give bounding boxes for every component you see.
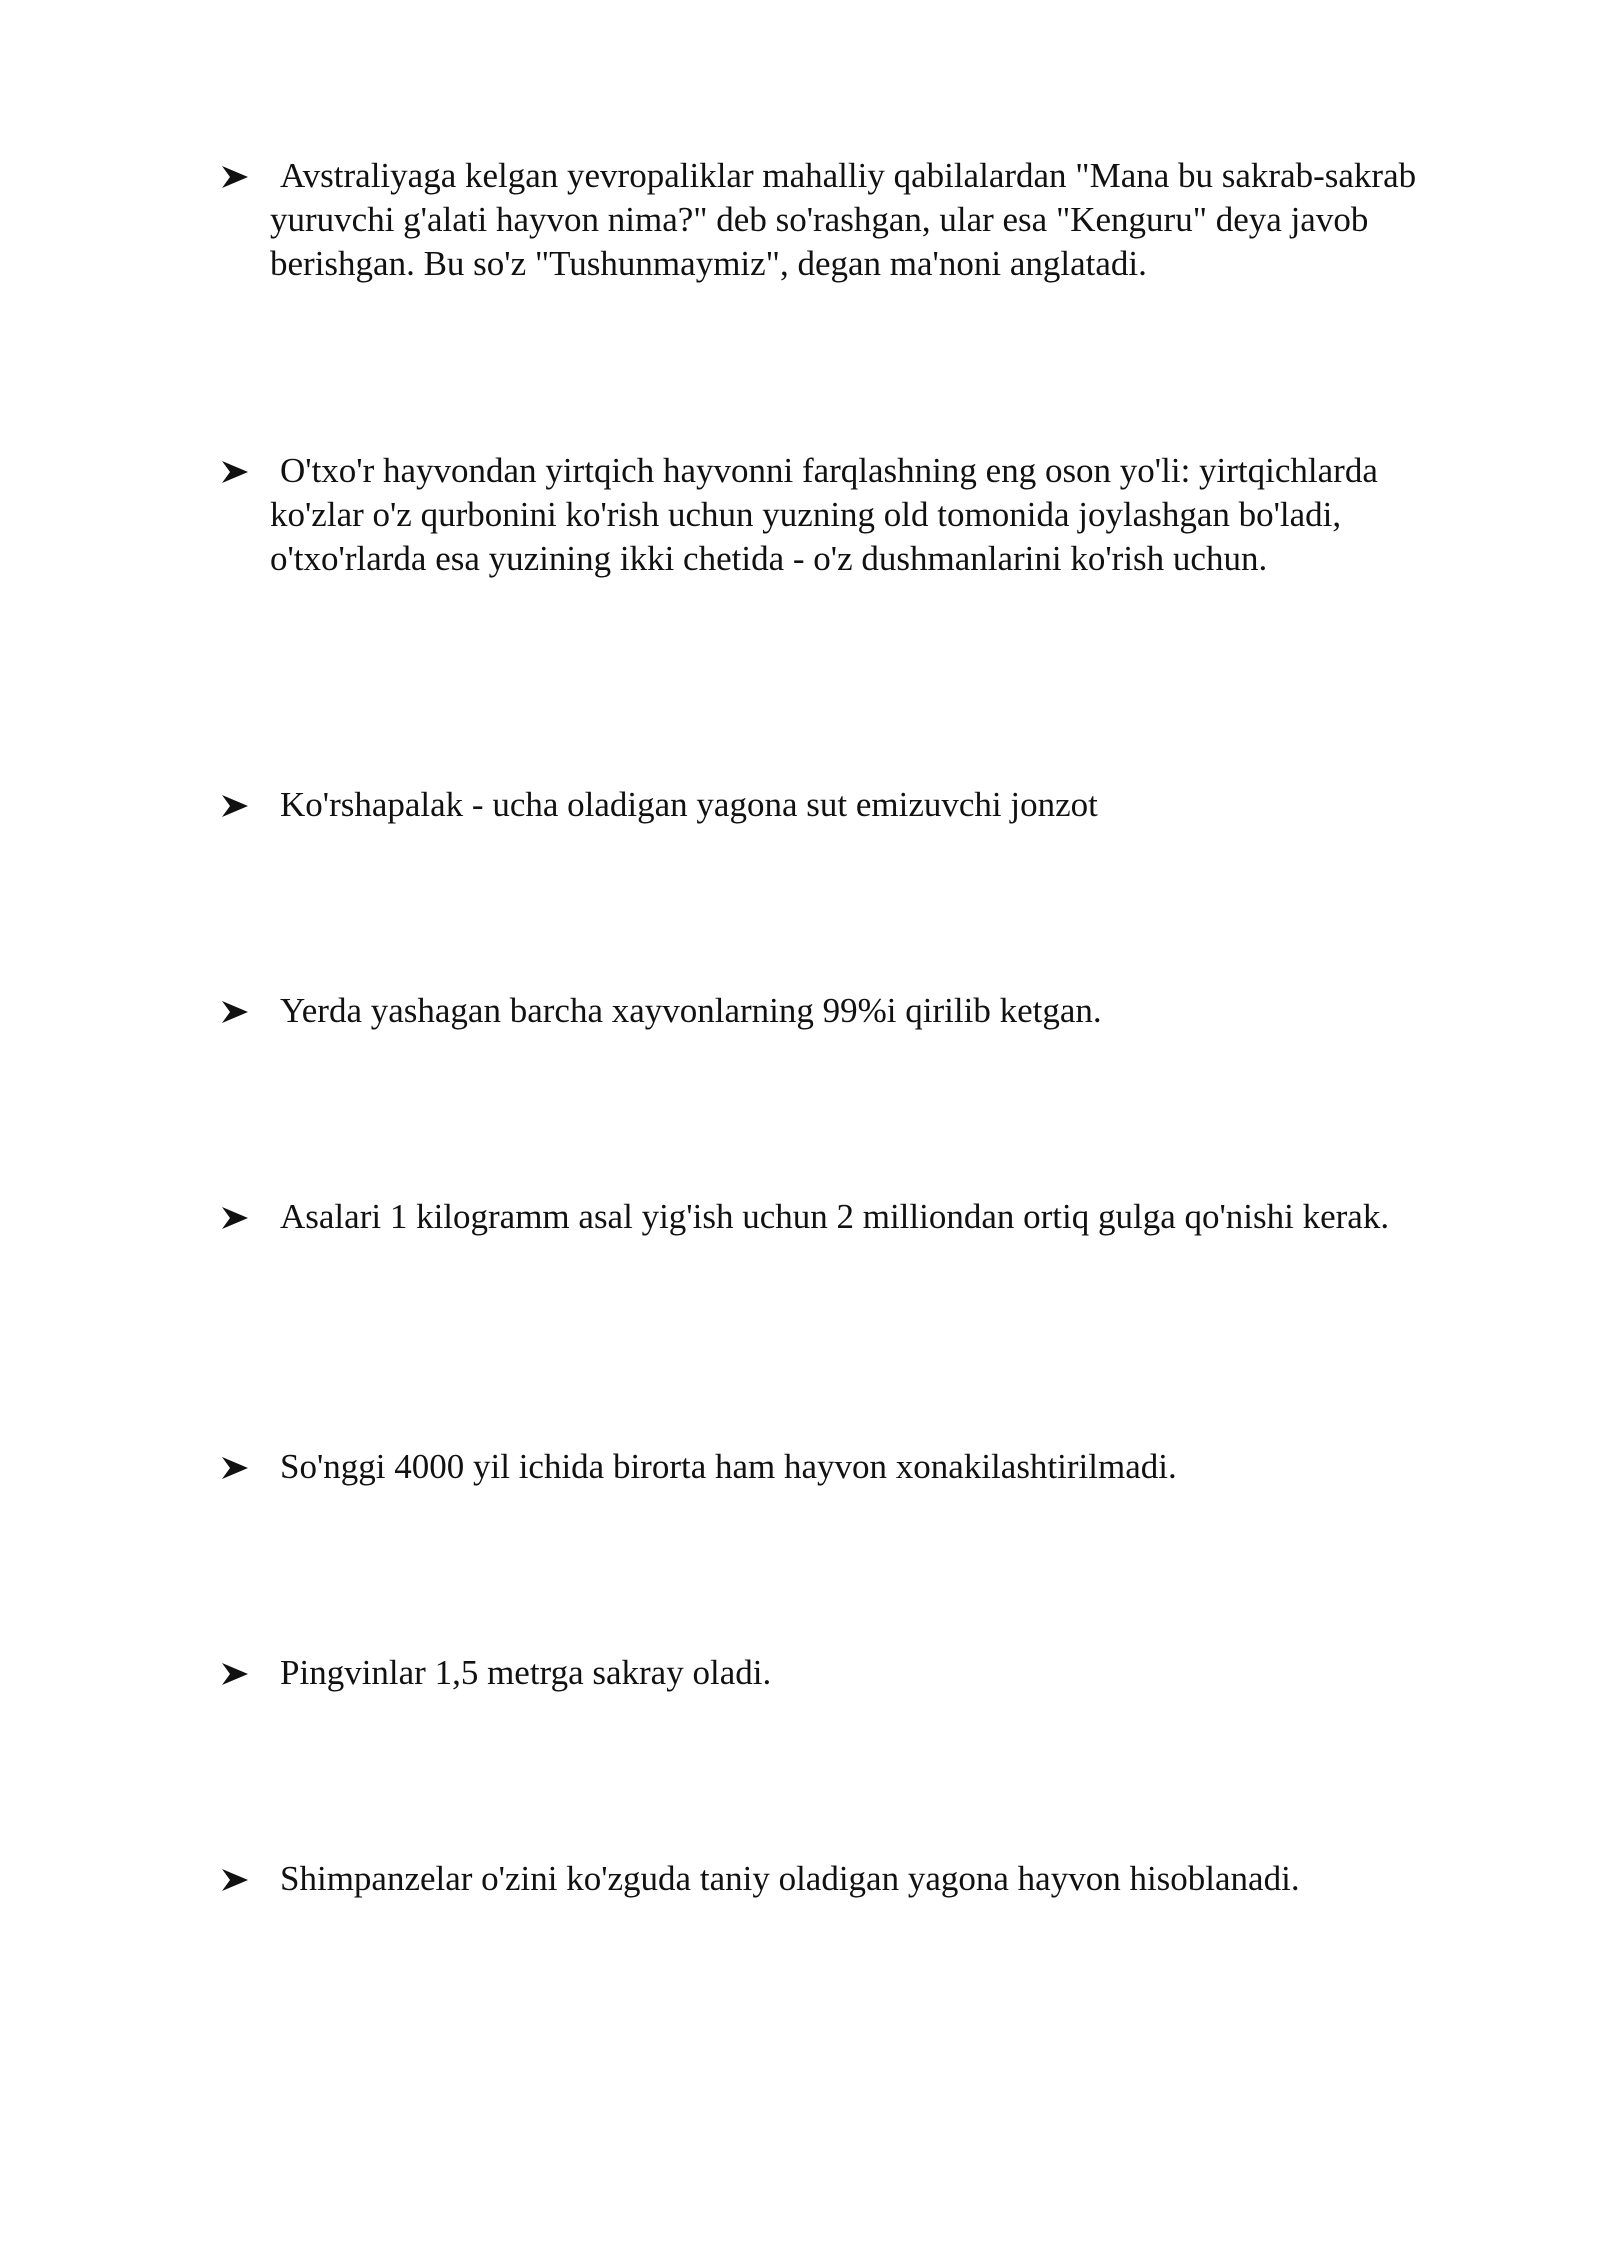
arrowhead-bullet-icon [220,999,250,1025]
list-item [220,1651,1420,1695]
arrowhead-bullet-icon [220,1867,250,1893]
list-item [220,1195,1420,1239]
list-item [220,1857,1420,1901]
list-item [220,449,1420,581]
arrowhead-bullet-icon [220,459,250,485]
list-item-text: Shimpanzelar o'zini ko'zguda taniy oladigan yagona hayvon hisoblanadi. [280,1859,1300,1898]
list-item-text: Asalari 1 kilogramm asal yig'ish uchun 2 milliondan ortiq gulga qo'nishi kerak. [280,1197,1390,1236]
list-item [220,154,1420,286]
arrowhead-bullet-icon [220,1455,250,1481]
arrowhead-bullet-icon [220,164,250,190]
list-item-text: So'nggi 4000 yil ichida birorta ham hayvon xonakilashtirilmadi. [280,1447,1177,1486]
arrowhead-bullet-icon [220,793,250,819]
list-item-text: Avstraliyaga kelgan yevropaliklar mahalliy qabilalardan "Mana bu sakrab-sakrab yuruvchi g'alati hayvon nima?" deb so'rashgan, ular esa "Kenguru" deya javob berishgan. Bu so'z "Tushunmaymiz", degan ma'noni anglatadi. [270,156,1417,283]
list-item [220,783,1420,827]
arrowhead-bullet-icon [220,1661,250,1687]
list-item-text: Pingvinlar 1,5 metrga sakray oladi. [280,1653,772,1692]
list-item [220,1445,1420,1489]
list-item [220,989,1420,1033]
list-item-text: Yerda yashagan barcha xayvonlarning 99%i qirilib ketgan. [280,991,1102,1030]
list-item-text: Ko'rshapalak - ucha oladigan yagona sut emizuvchi jonzot [280,785,1098,824]
list-item-text: O'txo'r hayvondan yirtqich hayvonni farqlashning eng oson yo'li: yirtqichlarda ko'zlar o'z qurbonini ko'rish uchun yuzning old tomonida joylashgan bo'ladi, o'txo'rlarda esa yuzining ikki chetida - o'z dushmanlarini ko'rish uchun. [270,451,1378,578]
arrowhead-bullet-icon [220,1205,250,1231]
